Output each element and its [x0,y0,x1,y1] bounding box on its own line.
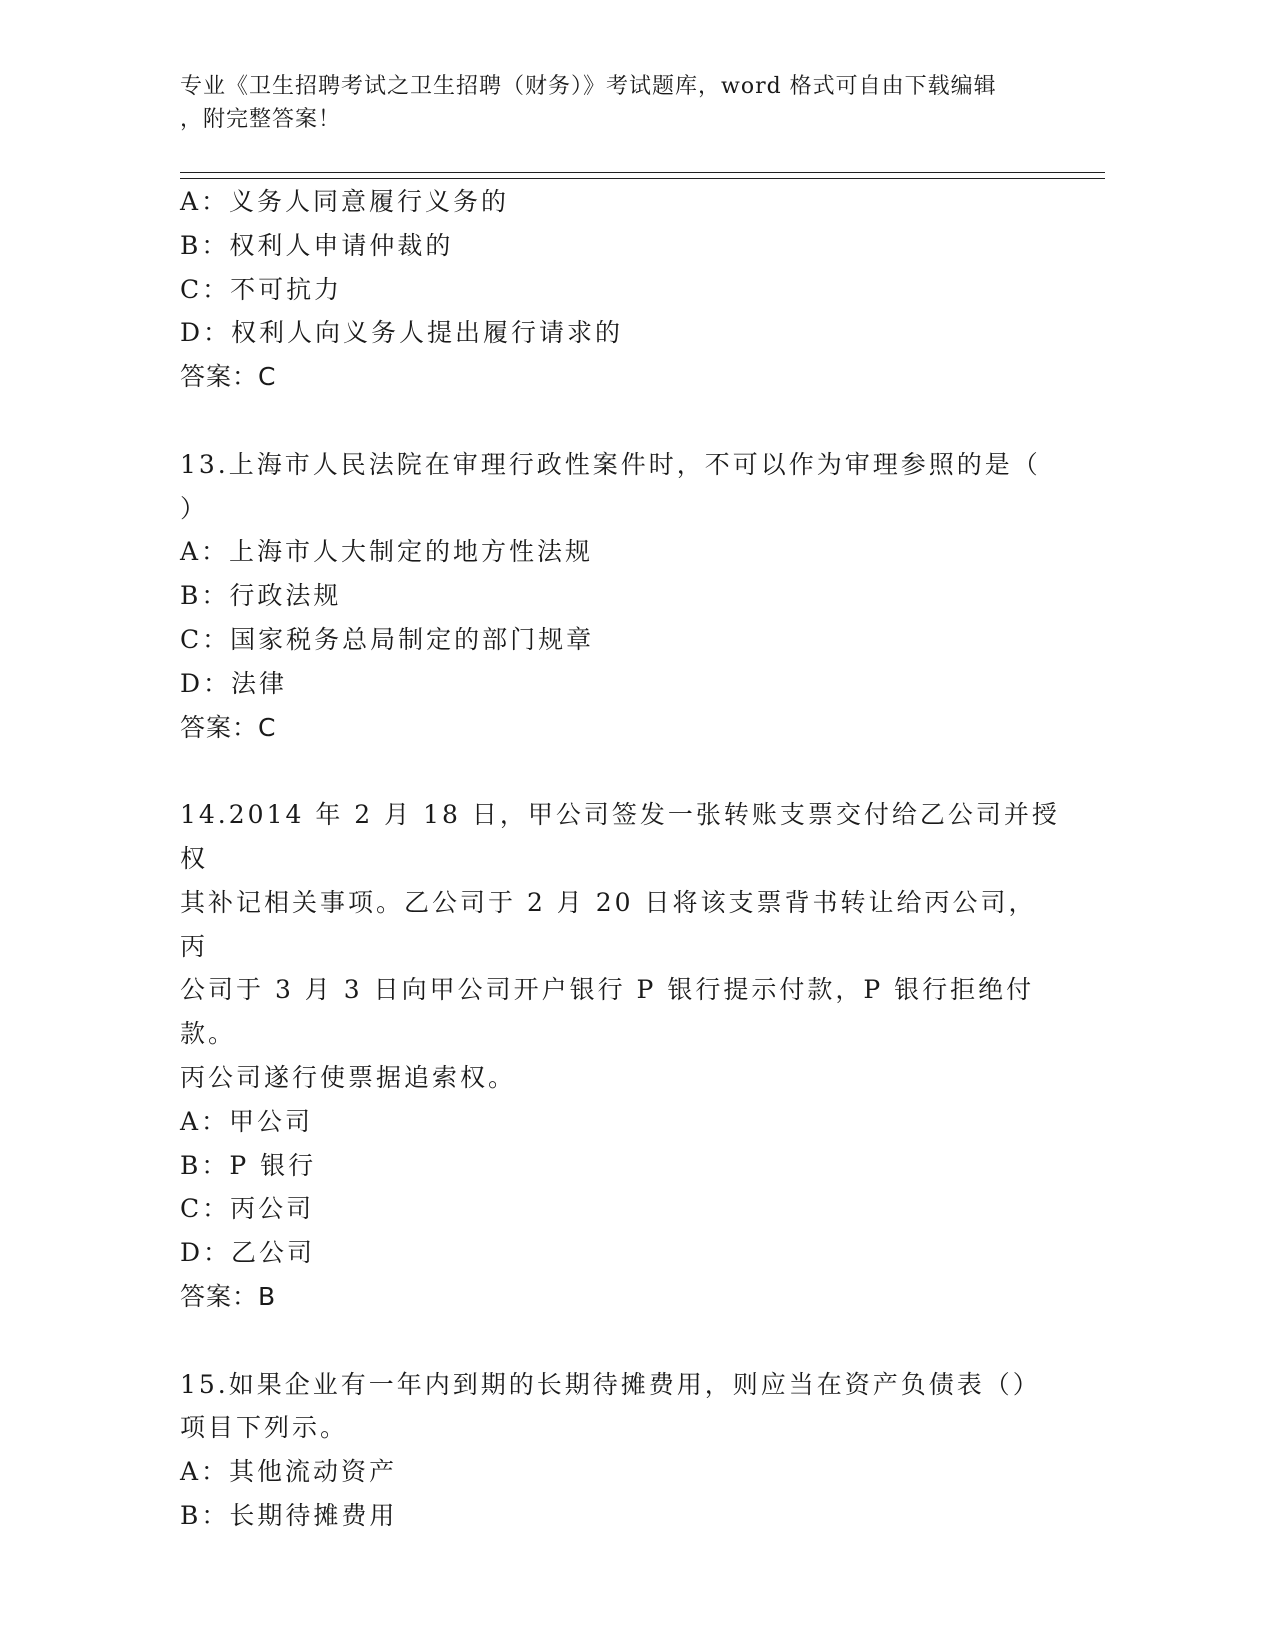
option-c: C：不可抗力 [180,274,343,304]
answer-line: 答案：C [180,362,277,392]
option-a: A：上海市人大制定的地方性法规 [180,537,594,567]
question-stem [180,443,1060,531]
stem-line: 14.2014 年 2 月 18 日，甲公司签发一张转账支票交付给乙公司并授权 [180,800,1060,873]
stem-line: 13.上海市人民法院在审理行政性案件时，不可以作为审理参照的是（ [180,449,1041,479]
question-12-continued [180,180,1060,399]
stem-line: 公司于 3 月 3 日向甲公司开户银行 P 银行提示付款，P 银行拒绝付款。 [180,975,1035,1049]
answer-line: 答案：C [180,712,277,742]
header-divider [180,172,1105,179]
header-line-1: 专业《卫生招聘考试之卫生招聘（财务）》考试题库，word 格式可自由下载编辑 [180,74,997,99]
stem-line: 丙公司遂行使票据追索权。 [180,1062,517,1092]
stem-line: ） [180,493,209,523]
option-c: C：国家税务总局制定的部门规章 [180,624,595,654]
stem-line: 其补记相关事项。乙公司于 2 月 20 日将该支票背书转让给丙公司，丙 [180,887,1037,961]
option-d: D：权利人向义务人提出履行请求的 [180,318,624,348]
header-line-2: ，附完整答案！ [180,107,342,132]
question-13 [180,443,1060,750]
question-15 [180,1363,1060,1538]
option-d: D：法律 [180,668,288,698]
option-b: B：P 银行 [180,1150,317,1180]
stem-line: 15.如果企业有一年内到期的长期待摊费用，则应当在资产负债表（） [180,1369,1041,1399]
document-header [180,70,1040,136]
answer-line: 答案：B [180,1281,277,1311]
option-d: D：乙公司 [180,1238,316,1268]
option-a: A：甲公司 [180,1106,314,1136]
option-b: B：权利人申请仲裁的 [180,230,454,260]
option-b: B：行政法规 [180,581,342,611]
option-b: B：长期待摊费用 [180,1500,398,1530]
question-list [180,180,1060,1538]
question-stem [180,1363,1060,1451]
option-a: A：其他流动资产 [180,1457,398,1487]
question-14 [180,793,1060,1319]
option-a: A：义务人同意履行义务的 [180,187,510,216]
question-stem [180,793,1060,1100]
option-c: C：丙公司 [180,1194,315,1224]
stem-line: 项目下列示。 [180,1413,349,1443]
